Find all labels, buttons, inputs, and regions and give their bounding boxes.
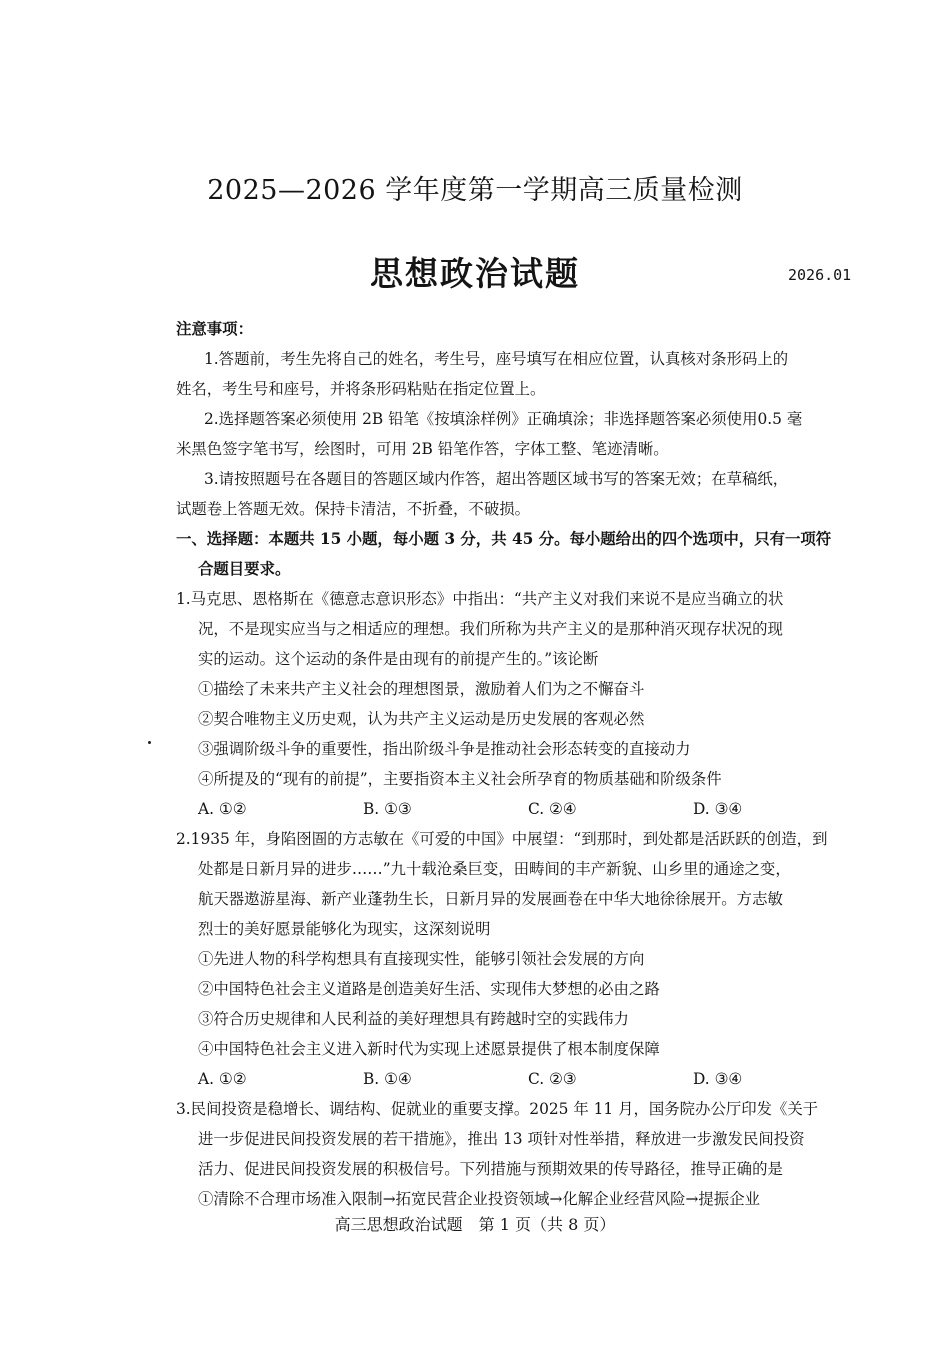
notice-line: 1.答题前，考生先将自己的姓名，考生号，座号填写在相应位置，认真核对条形码上的 bbox=[204, 350, 789, 368]
option-d: D. ③④ bbox=[693, 1070, 743, 1088]
notice-line: 3.请按照题号在各题目的答题区域内作答，超出答题区域书写的答案无效；在草稿纸， bbox=[204, 470, 789, 488]
stray-dot bbox=[148, 741, 151, 744]
question-item: ③强调阶级斗争的重要性，指出阶级斗争是推动社会形态转变的直接动力 bbox=[198, 740, 691, 758]
question-item: ①描绘了未来共产主义社会的理想图景，激励着人们为之不懈奋斗 bbox=[198, 680, 645, 698]
question-stem: 实的运动。这个运动的条件是由现有的前提产生的。”该论断 bbox=[198, 650, 599, 668]
question-stem: 3.民间投资是稳增长、调结构、促就业的重要支撑。2025 年 11 月，国务院办公厅印发《关于 bbox=[176, 1100, 819, 1118]
question-item: ④所提及的“现有的前提”，主要指资本主义社会所孕育的物质基础和阶级条件 bbox=[198, 770, 722, 788]
question-item: ②契合唯物主义历史观，认为共产主义运动是历史发展的客观必然 bbox=[198, 710, 645, 728]
option-a: A. ①② bbox=[198, 800, 247, 818]
question-item: ①清除不合理市场准入限制→拓宽民营企业投资领域→化解企业经营风险→提振企业 bbox=[198, 1190, 760, 1208]
exam-title: 2025—2026 学年度第一学期高三质量检测 bbox=[207, 175, 743, 206]
question-stem: 进一步促进民间投资发展的若干措施》，推出 13 项针对性举措，释放进一步激发民间投资 bbox=[198, 1130, 805, 1148]
question-item: ②中国特色社会主义道路是创造美好生活、实现伟大梦想的必由之路 bbox=[198, 980, 660, 998]
subject-title: 思想政治试题 bbox=[370, 254, 580, 293]
option-b: B. ①③ bbox=[363, 800, 412, 818]
question-1 bbox=[176, 584, 896, 824]
page-footer: 高三思想政治试题 第 1 页（共 8 页） bbox=[334, 1215, 616, 1234]
notice-heading: 注意事项： bbox=[176, 320, 253, 338]
question-item: ①先进人物的科学构想具有直接现实性，能够引领社会发展的方向 bbox=[198, 950, 645, 968]
question-item: ③符合历史规律和人民利益的美好理想具有跨越时空的实践伟力 bbox=[198, 1010, 629, 1028]
section-heading: 合题目要求。 bbox=[198, 560, 291, 578]
notice-line: 米黑色签字笔书写，绘图时，可用 2B 铅笔作答，字体工整、笔迹清晰。 bbox=[176, 440, 669, 458]
question-stem: 处都是日新月异的进步……”九十载沧桑巨变，田畴间的丰产新貌、山乡里的通途之变， bbox=[198, 860, 791, 878]
section-heading: 一、选择题：本题共 15 小题，每小题 3 分，共 45 分。每小题给出的四个选项中，只有一项符 bbox=[176, 530, 832, 548]
answer-options bbox=[176, 1064, 896, 1094]
notice-line: 姓名，考生号和座号，并将条形码粘贴在指定位置上。 bbox=[176, 380, 546, 398]
answer-options bbox=[176, 794, 896, 824]
question-item: ④中国特色社会主义进入新时代为实现上述愿景提供了根本制度保障 bbox=[198, 1040, 660, 1058]
exam-content bbox=[176, 314, 896, 1214]
question-stem: 活力、促进民间投资发展的积极信号。下列措施与预期效果的传导路径，推导正确的是 bbox=[198, 1160, 783, 1178]
question-3 bbox=[176, 1094, 896, 1214]
question-2 bbox=[176, 824, 896, 1094]
question-stem: 2.1935 年，身陷囹圄的方志敏在《可爱的中国》中展望：“到那时，到处都是活跃跃的创造，到 bbox=[176, 830, 828, 848]
option-c: C. ②③ bbox=[528, 1070, 577, 1088]
notice-line: 试题卷上答题无效。保持卡清洁，不折叠，不破损。 bbox=[176, 500, 530, 518]
question-stem: 烈士的美好愿景能够化为现实，这深刻说明 bbox=[198, 920, 491, 938]
option-b: B. ①④ bbox=[363, 1070, 412, 1088]
option-d: D. ③④ bbox=[693, 800, 743, 818]
exam-date: 2026.01 bbox=[788, 266, 852, 284]
question-stem: 航天器遨游星海、新产业蓬勃生长，日新月异的发展画卷在中华大地徐徐展开。方志敏 bbox=[198, 890, 783, 908]
notice-line: 2.选择题答案必须使用 2B 铅笔《按填涂样例》正确填涂；非选择题答案必须使用0.5 毫 bbox=[204, 410, 803, 428]
question-stem: 况，不是现实应当与之相适应的理想。我们所称为共产主义的是那种消灭现存状况的现 bbox=[198, 620, 783, 638]
option-a: A. ①② bbox=[198, 1070, 247, 1088]
option-c: C. ②④ bbox=[528, 800, 577, 818]
question-stem: 1.马克思、恩格斯在《德意志意识形态》中指出：“共产主义对我们来说不是应当确立的状 bbox=[176, 590, 784, 608]
